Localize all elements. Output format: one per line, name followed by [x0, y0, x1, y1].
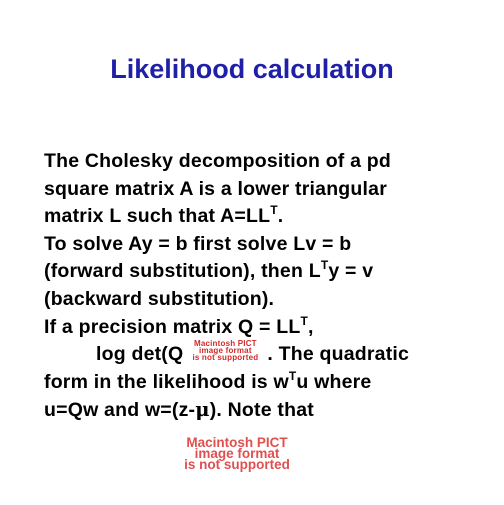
body-line-7: If a precision matrix $Q = LL^T$, [44, 313, 314, 338]
slide-body [44, 148, 494, 425]
body-line-1: The Cholesky decomposition of a pd [44, 150, 392, 172]
body-line-10: u=Qw and w=(z-μ). Note that [44, 398, 314, 422]
slide-title: Likelihood calculation [110, 54, 394, 84]
body-line-8: log det(Q Macintosh PICT image format is not supported . The quadratic [96, 339, 410, 366]
body-line-2: square matrix A is a lower triangular [44, 177, 387, 200]
unsupported-image-placeholder: Macintosh PICT image format is not supported [183, 340, 267, 358]
body-line-9: form in the likelihood is $w^Tu$ where [44, 368, 372, 393]
body-line-5: (forward substitution), then $L^Ty = v$ [44, 258, 374, 283]
unsupported-image-placeholder-large: Macintosh PICT image format is not supported [184, 435, 290, 472]
body-line-6: (backward substitution). [44, 287, 275, 310]
body-line-3: matrix L such that $A=LL^T$. [44, 203, 284, 228]
body-line-4: To solve Ay = b first solve Lv = b [44, 232, 352, 255]
